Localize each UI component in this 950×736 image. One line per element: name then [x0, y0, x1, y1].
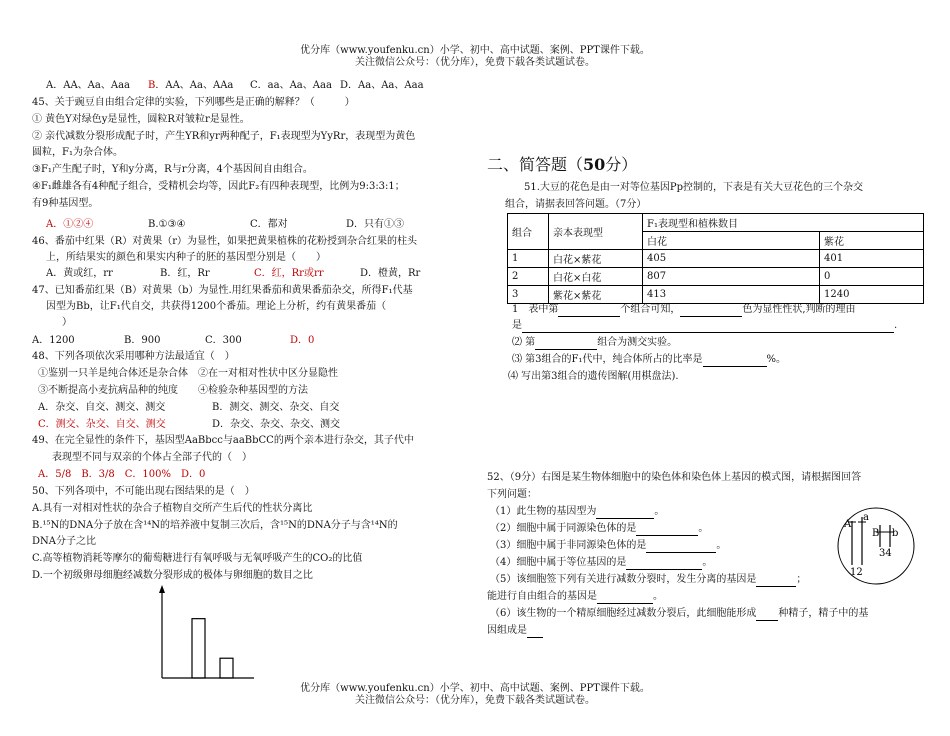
q44-option-b-letter: B: [148, 80, 156, 91]
table-cell-parent: 紫花×紫花: [549, 286, 643, 304]
q50-option-c: C.高等植物消耗等摩尔的葡萄糖进行有氧呼吸与无氧呼吸产生的CO₂的比值: [32, 553, 363, 564]
q52-part-1-text: （1）此生物的基因型为: [490, 506, 597, 517]
table-cell-white: 413: [643, 286, 820, 304]
q48-statement-2: ③不断提高小麦抗病品种的纯度 ④检验杂种基因型的方法: [38, 385, 308, 396]
q52-blank-6[interactable]: [597, 590, 653, 604]
q46-option-d: D．橙黄，Rr: [360, 268, 421, 279]
section-2-title-end: 分）: [605, 155, 638, 174]
q52-part-4-text: （4）细胞中属于等位基因的是: [490, 557, 627, 568]
q50-bar-chart: [150, 585, 260, 685]
bar-1: [192, 619, 205, 678]
q51-part-3-b: %。: [766, 354, 787, 365]
q51-part-1-b: 个组合可知，: [620, 304, 681, 315]
table-cell-white: 807: [643, 268, 820, 286]
q52-stem: 52、（9分）右图是某生物体细胞中的染色体和染色体上基因的模式图，请根据图回答: [487, 472, 862, 483]
table-row: [508, 214, 924, 232]
q51-part-1-a: 1 表中第: [512, 304, 559, 315]
q52-part-1: （1）此生物的基因型为 。: [490, 506, 665, 517]
fig-label-B: B: [872, 528, 880, 539]
fig-label-12: 12: [850, 567, 863, 578]
q48-option-d: D．杂交、杂交、杂交、测交: [212, 419, 341, 430]
table-cell-parent: 白花×白花: [549, 268, 643, 286]
q52-part-5b-text: 能进行自由组合的基因是: [487, 591, 597, 602]
q45-option-a: A．①②④: [46, 219, 94, 230]
q52-blank-2[interactable]: [636, 522, 698, 536]
q51-part-1: [512, 303, 856, 317]
q47-stem-3: ）: [62, 317, 72, 328]
q47-option-b: B．900: [124, 335, 161, 346]
q52-part-6c-text: 因组成是: [487, 625, 527, 636]
table-row: [508, 268, 924, 286]
table-header-f1: F₁表现型和植株数目: [643, 214, 924, 232]
q50-option-a: A.具有一对相对性状的杂合子植物自交所产生后代的性状分离比: [32, 503, 313, 514]
q51-part-2: [512, 336, 677, 350]
table-cell-purple: 0: [820, 268, 924, 286]
q45-option-c: C．都对: [250, 219, 288, 230]
header-line-2: 关注微信公众号：（优分库），免费下载各类试题试卷。: [355, 57, 595, 68]
bar-2: [220, 658, 233, 678]
q47-option-d: D．0: [290, 335, 315, 346]
table-row: [508, 250, 924, 268]
fig-label-34: 34: [879, 548, 892, 559]
table-cell-purple: 1240: [820, 286, 924, 304]
q51-stem-2: 组合，请据表回答问题。（7分）: [505, 199, 647, 210]
q45-statement-4b: 有9种基因型。: [32, 198, 99, 209]
q47-option-a: A．1200: [32, 335, 75, 346]
q51-part-2-a: ⑵ 第: [512, 337, 536, 348]
q44-option-b-text: ．AA、Aa、AAa: [155, 80, 234, 91]
q44-option-b: [148, 79, 233, 92]
table-header-purple: 紫花: [820, 232, 924, 250]
q48-statement-1: ①鉴别一只羊是纯合体还是杂合体 ②在一对相对性状中区分显隐性: [38, 368, 338, 379]
q52-blank-7[interactable]: [756, 607, 778, 621]
q47-stem-2: 因型为Bb，让F₁代自交，共获得1200个番茄。理论上分析，约有黄果番茄（: [46, 301, 387, 312]
cell-chromosome-figure: [832, 505, 920, 587]
q51-part-4: ⑷ 写出第3组合的遗传图解(用棋盘法).: [508, 371, 679, 382]
q52-part-5b: 能进行自由组合的基因是 。: [487, 591, 663, 602]
q45-statement-2: ② 亲代减数分裂形成配子时，产生YR和yr两种配子，F₁表现型为YyRr，表现型为黄色: [32, 131, 416, 142]
table-header-parent: 亲本表现型: [549, 214, 643, 250]
q52-stem-2: 下列问题：: [487, 489, 537, 500]
q50-stem: 50、下列各项中，不可能出现右图结果的是（ ）: [32, 486, 255, 497]
table-cell-group: 3: [508, 286, 549, 304]
q52-blank-5[interactable]: [756, 573, 796, 587]
fig-label-b: b: [892, 528, 899, 539]
q49-stem: 49、在完全显性的条件下，基因型AaBbcc与aaBbCC的两个亲本进行杂交，其子代中: [32, 435, 414, 446]
q52-part-4: （4）细胞中属于等位基因的是 。: [490, 557, 713, 568]
q46-option-a: A．黄或红，rr: [46, 268, 113, 279]
q51-part-3: [512, 353, 786, 367]
q48-option-b: B．测交、测交、杂交、自交: [212, 402, 340, 413]
q51-blank-4[interactable]: [535, 336, 597, 350]
q44-option-c: C．aa、Aa、Aaa: [250, 80, 332, 91]
q52-part-3-text: （3）细胞中属于非同源染色体的是: [490, 540, 647, 551]
table-cell-group: 1: [508, 250, 549, 268]
q52-part-6b-text: 种精子，精子中的基: [778, 608, 869, 619]
q48-stem: 48、下列各项依次采用哪种方法最适宜（ ）: [32, 351, 235, 362]
q51-stem: 51.大豆的花色是由一对等位基因Pp控制的，下表是有关大豆花色的三个杂交: [524, 182, 864, 193]
q52-part-6-text: （6）该生物的一个精原细胞经过减数分裂后，此细胞能形成: [490, 608, 757, 619]
q51-table: [507, 213, 924, 304]
q51-blank-2[interactable]: [680, 303, 742, 317]
q45-statement-4: ④F₁雌雄各有4种配子组合，受精机会均等，因此F₂有四种表现型，比例为9:3:3:1；: [32, 181, 405, 192]
table-row: [508, 286, 924, 304]
q49-stem-2: 表现型不同与双亲的个体占全部子代的（ ）: [52, 452, 252, 463]
table-cell-white: 405: [643, 250, 820, 268]
q51-blank-3[interactable]: [522, 319, 894, 333]
table-cell-group: 2: [508, 268, 549, 286]
q45-statement-3: ③F₁产生配子时，Y和y分离，R与r分离，4个基因间自由组合。: [32, 164, 313, 175]
fig-label-A: A: [844, 519, 852, 530]
q52-part-3: （3）细胞中属于非同源染色体的是 。: [490, 540, 727, 551]
fig-label-a: a: [863, 512, 869, 523]
section-2-title-text: 二、简答题（: [487, 155, 584, 174]
q50-option-b: B.¹⁵N的DNA分子放在含¹⁴N的培养液中复制三次后，含¹⁵N的DNA分子与含¹⁴N的: [32, 520, 398, 531]
q50-option-d: D.一个初级卵母细胞经减数分裂形成的极体与卵细胞的数目之比: [32, 570, 313, 581]
q52-part-6: [490, 607, 868, 621]
header-line-1: 优分库（www.youfenku.cn）小学、初中、高中试题、案例、PPT课件下载。: [300, 45, 650, 56]
q46-stem: 46、番茄中红果（R）对黄果（r）为显性，如果把黄果植株的花粉授到杂合红果的柱头: [32, 236, 418, 247]
q46-option-c: C．红，Rr或rr: [254, 268, 324, 279]
q52-blank-4[interactable]: [626, 556, 702, 570]
q45-statement-1: ① 黄色Y对绿色y是显性，圆粒R对皱粒r是显性。: [32, 114, 250, 125]
q46-stem-2: 上，所结果实的颜色和果实内种子的胚的基因型分别是（ ）: [46, 252, 326, 263]
q48-option-c: C．测交、杂交、自交、测交: [38, 419, 166, 430]
q52-part-2-text: （2）细胞中属于同源染色体的是: [490, 523, 637, 534]
q47-option-c: C．300: [205, 335, 242, 346]
table-cell-parent: 白花×紫花: [549, 250, 643, 268]
q45-option-b: B.①③④: [148, 219, 186, 230]
q51-part-2-b: 组合为测交实验。: [597, 337, 678, 348]
q45-statement-2b: 圆粒，F₁为杂合体。: [32, 147, 123, 158]
q49-options: A．5/8 B．3/8 C．100% D．0: [38, 469, 206, 480]
q52-part-2: （2）细胞中属于同源染色体的是 。: [490, 523, 709, 534]
table-header-group: 组合: [508, 214, 549, 250]
q52-blank-1[interactable]: [596, 505, 654, 519]
q48-option-a: A．杂交、自交、测交、测交: [38, 402, 166, 413]
section-2-score: 50: [583, 155, 606, 174]
q51-part-3-a: ⑶ 第3组合的F₁代中，纯合体所占的比率是: [512, 354, 703, 365]
q47-stem: 47、已知番茄红果（B）对黄果（b）为显性.用红果番茄和黄果番茄杂交，所得F₁代基: [32, 285, 413, 296]
q51-part-1-d: 是: [512, 320, 522, 331]
chart-y-axis-arrow: [159, 585, 165, 593]
q44-option-d: D．Aa、Aa、Aaa: [340, 80, 424, 91]
q52-blank-8[interactable]: [527, 624, 543, 638]
q51-blank-5[interactable]: [703, 353, 767, 367]
q51-blank-1[interactable]: [558, 303, 620, 317]
q52-part-6c: [487, 624, 543, 638]
q45-option-d: D．只有①③: [346, 219, 405, 230]
q46-option-b: B．红，Rr: [160, 268, 210, 279]
q50-option-b2: DNA分子之比: [32, 536, 96, 547]
table-cell-purple: 401: [820, 250, 924, 268]
footer-line-2: 关注微信公众号：（优分库），免费下载各类试题试卷。: [355, 695, 595, 706]
footer-line-1: 优分库（www.youfenku.cn）小学、初中、高中试题、案例、PPT课件下载。: [300, 683, 650, 694]
q52-blank-3[interactable]: [646, 539, 716, 553]
q44-option-a: A．AA、Aa、Aaa: [46, 80, 130, 91]
table-header-white: 白花: [643, 232, 820, 250]
q45-stem: 45、关于豌豆自由组合定律的实验，下列哪些是正确的解释？（ ）: [32, 97, 355, 108]
section-2-title: [487, 152, 637, 175]
q52-part-5-text: （5）该细胞签下列有关进行减数分裂时，发生分离的基因是: [490, 574, 757, 585]
q52-part-5: （5）该细胞签下列有关进行减数分裂时，发生分离的基因是 ；: [490, 574, 807, 585]
q51-part-1-c: 色为显性性状,判断的理由: [742, 304, 856, 315]
q51-part-1-line-2: 是 .: [512, 320, 898, 331]
